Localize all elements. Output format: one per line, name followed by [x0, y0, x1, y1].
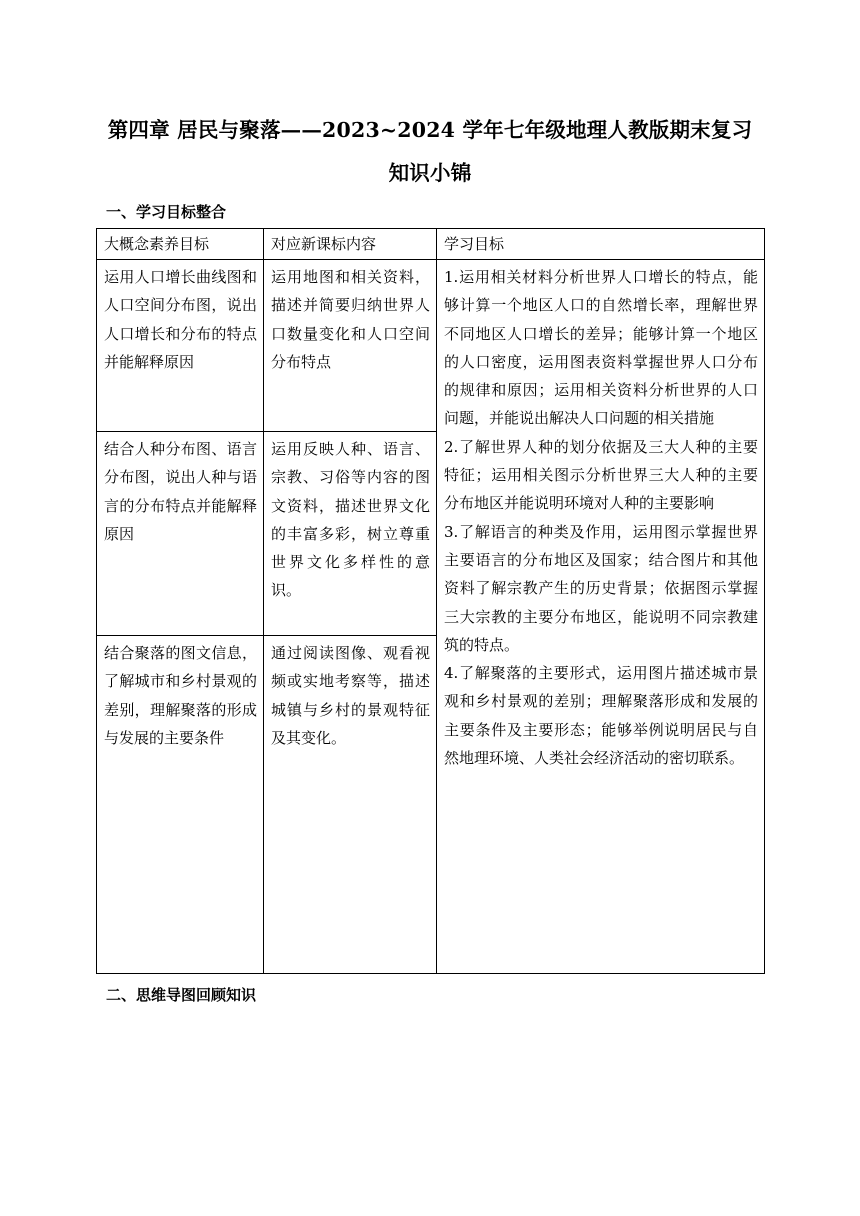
section-heading-learning-goals: 一、学习目标整合: [106, 203, 227, 221]
document-title-continued: 知识小锦: [388, 161, 472, 185]
concept-cell: [97, 432, 264, 636]
objectives-cell: [437, 260, 765, 974]
concept-cell: [97, 260, 264, 432]
header-concept-goals: 大概念素养目标: [97, 229, 264, 260]
concept-text: 结合人种分布图、语言分布图，说出人种与语言的分布特点并能解释原因: [104, 440, 257, 543]
concept-text: 运用人口增长曲线图和人口空间分布图，说出人口增长和分布的特点并能解释原因: [104, 268, 257, 371]
document-title: 第四章 居民与聚落——2023~2024 学年七年级地理人教版期末复习: [107, 118, 753, 142]
standard-cell: [264, 260, 437, 432]
learning-goals-table: [96, 228, 765, 974]
objective-item: 3.了解语言的种类及作用，运用图示掌握世界主要语言的分布地区及国家；结合图片和其他资料了解宗教产生的历史背景；依据图示掌握三大宗教的主要分布地区，能说明不同宗教建筑的特点。: [444, 522, 758, 654]
objective-item: 4.了解聚落的主要形式，运用图片描述城市景观和乡村景观的差别；理解聚落形成和发展的主要条件及主要形态；能够举例说明居民与自然地理环境、人类社会经济活动的密切联系。: [444, 664, 758, 768]
section-heading-mind-map: 二、思维导图回顾知识: [106, 986, 257, 1004]
table-header-row: [97, 229, 765, 260]
objective-item: 1.运用相关材料分析世界人口增长的特点，能够计算一个地区人口的自然增长率，理解世界不同地区人口增长的差异；能够计算一个地区的人口密度，运用图表资料掌握世界人口分布的规律和原因；运用相关资料分析世界的人口问题，并能说出解决人口问题的相关措施: [444, 268, 758, 428]
standard-cell: [264, 636, 437, 974]
objective-item: 2.了解世界人种的划分依据及三大人种的主要特征；运用相关图示分析世界三大人种的主要分布地区并能说明环境对人种的主要影响: [444, 437, 758, 513]
header-curriculum-content: 对应新课标内容: [264, 229, 437, 260]
standard-text: 通过阅读图像、观看视频或实地考察等，描述城镇与乡村的景观特征及其变化。: [271, 644, 430, 747]
standard-cell: [264, 432, 437, 636]
header-learning-objectives: 学习目标: [437, 229, 765, 260]
table-row: [97, 260, 765, 432]
concept-text: 结合聚落的图文信息，了解城市和乡村景观的差别，理解聚落的形成与发展的主要条件: [104, 644, 257, 747]
standard-text: 运用地图和相关资料，描述并简要归纳世界人口数量变化和人口空间分布特点: [271, 268, 430, 371]
standard-text: 运用反映人种、语言、宗教、习俗等内容的图文资料，描述世界文化的丰富多彩，树立尊重世界文化多样性的意识。: [271, 440, 430, 600]
concept-cell: [97, 636, 264, 974]
